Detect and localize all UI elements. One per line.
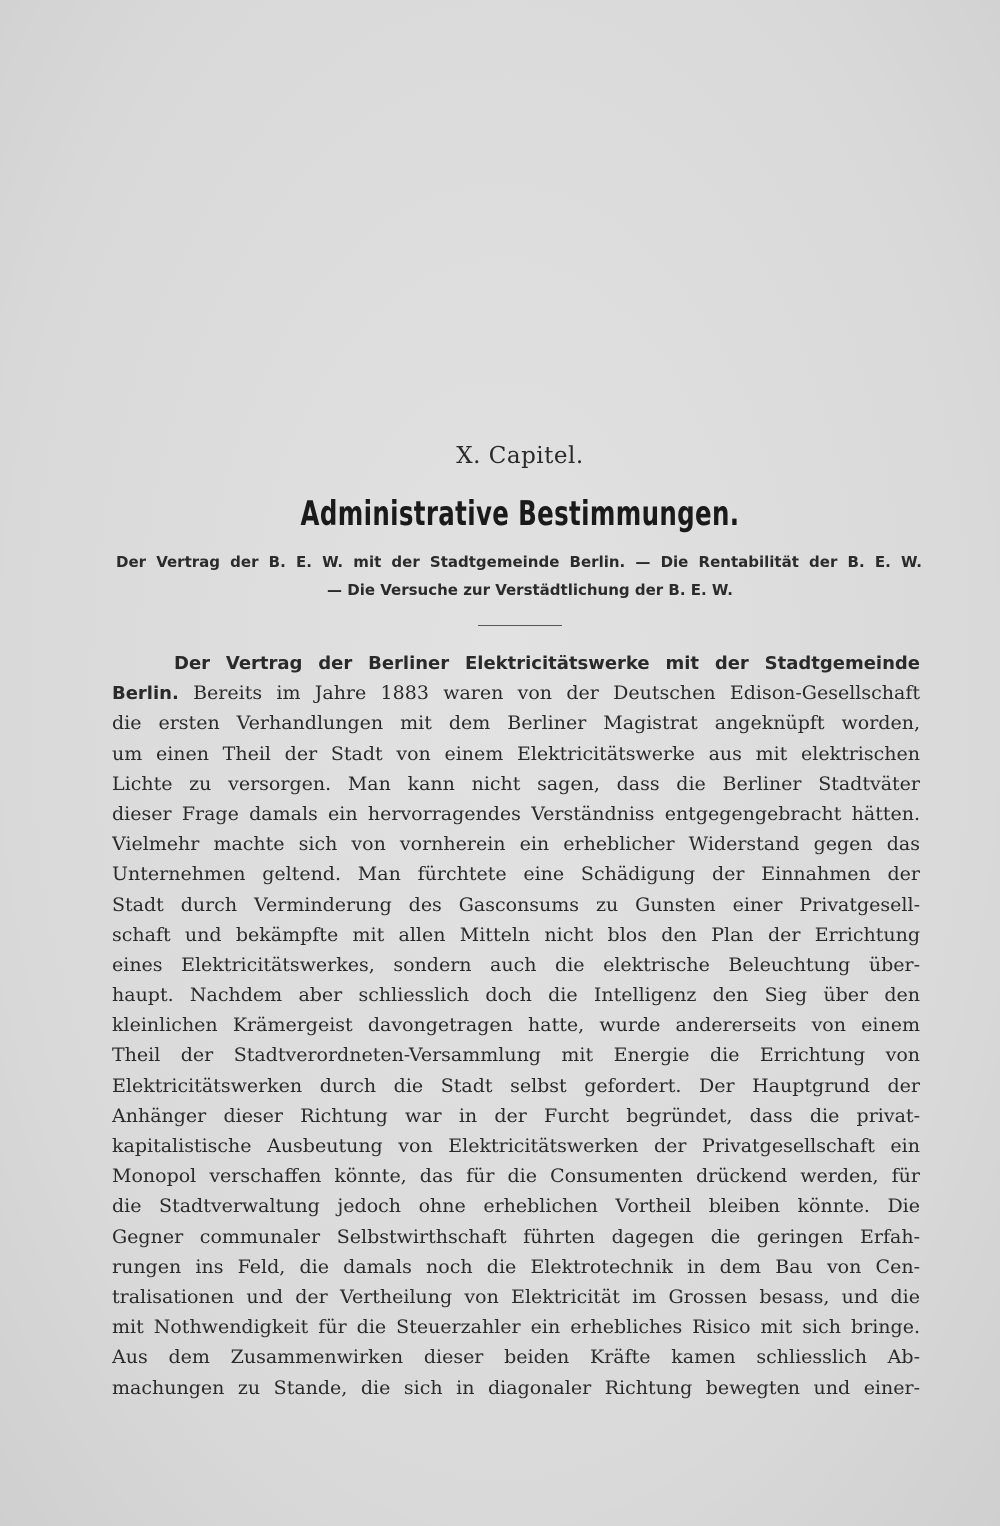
paragraph-line: machungen zu Stande, die sich in diagonaler Richtung bewegten und einer- (112, 1376, 920, 1399)
paragraph-line: Theil der Stadtverordneten-Versammlung mit Energie die Errichtung von (112, 1044, 920, 1067)
paragraph-line: Unternehmen geltend. Man fürchtete eine Schädigung der Einnahmen der (112, 863, 920, 886)
chapter-title: Administrative Bestimmungen. (300, 494, 740, 534)
paragraph-line: eines Elektricitätswerkes, sondern auch die elektrische Beleuchtung über- (112, 953, 920, 976)
paragraph-line-text: Bereits im Jahre 1883 waren von der Deutschen Edison-Gesellschaft (193, 682, 920, 705)
chapter-subtitle-line-1: Der Vertrag der B. E. W. mit der Stadtgemeinde Berlin. — Die Rentabilität der B. E. W. (116, 553, 922, 571)
paragraph-line: rungen ins Feld, die damals noch die Elektrotechnik in dem Bau von Cen- (112, 1255, 920, 1278)
paragraph-line: Anhänger dieser Richtung war in der Furcht begründet, dass die privat- (112, 1104, 920, 1127)
paragraph-line: Vielmehr machte sich von vornherein ein erheblicher Widerstand gegen das (112, 833, 920, 856)
paragraph-line: um einen Theil der Stadt von einem Elektricitätswerke aus mit elektrischen (112, 742, 920, 765)
chapter-number: X. Capitel. (456, 443, 584, 469)
paragraph-line: schaft und bekämpfte mit allen Mitteln nicht blos den Plan der Errichtung (112, 923, 920, 946)
section-divider (478, 625, 562, 626)
paragraph-line: kleinlichen Krämergeist davongetragen hatte, wurde andererseits von einem (112, 1014, 920, 1037)
section-heading-tail: Berlin. (112, 683, 179, 705)
chapter-subtitle-line-2: — Die Versuche zur Verstädtlichung der B. E. W. (327, 581, 733, 599)
paragraph-line: Aus dem Zusammenwirken dieser beiden Kräfte kamen schliesslich Ab- (112, 1346, 920, 1369)
section-heading (112, 648, 920, 678)
paragraph-line: die Stadtverwaltung jedoch ohne erheblichen Vortheil bleiben könnte. Die (112, 1195, 920, 1218)
paragraph-line: haupt. Nachdem aber schliesslich doch die Intelligenz den Sieg über den (112, 984, 920, 1007)
paragraph-line: Gegner communaler Selbstwirthschaft führten dagegen die geringen Erfah- (112, 1225, 920, 1248)
section-body (112, 648, 920, 1403)
paragraph-line: Monopol verschaffen könnte, das für die Consumenten drückend werden, für (112, 1165, 920, 1188)
paragraph-line: Lichte zu versorgen. Man kann nicht sagen, dass die Berliner Stadtväter (112, 772, 920, 795)
paragraph-line: dieser Frage damals ein hervorragendes Verständniss entgegengebracht hätten. (112, 802, 920, 825)
paragraph-line: tralisationen und der Vertheilung von Elektricität im Grossen besass, und die (112, 1285, 920, 1308)
paragraph-line: Stadt durch Verminderung des Gasconsums zu Gunsten einer Privatgesell- (112, 893, 920, 916)
section-heading-text: Der Vertrag der Berliner Elektricitätswerke mit der Stadtgemeinde (174, 653, 920, 674)
paragraph-line (112, 678, 920, 708)
paragraph-line: mit Nothwendigkeit für die Steuerzahler ein erhebliches Risico mit sich bringe. (112, 1316, 920, 1339)
paragraph-line: kapitalistische Ausbeutung von Elektricitätswerken der Privatgesellschaft ein (112, 1135, 920, 1157)
paragraph-line: die ersten Verhandlungen mit dem Berliner Magistrat angeknüpft worden, (112, 712, 920, 735)
paragraph-line: Elektricitätswerken durch die Stadt selbst gefordert. Der Hauptgrund der (112, 1074, 920, 1097)
